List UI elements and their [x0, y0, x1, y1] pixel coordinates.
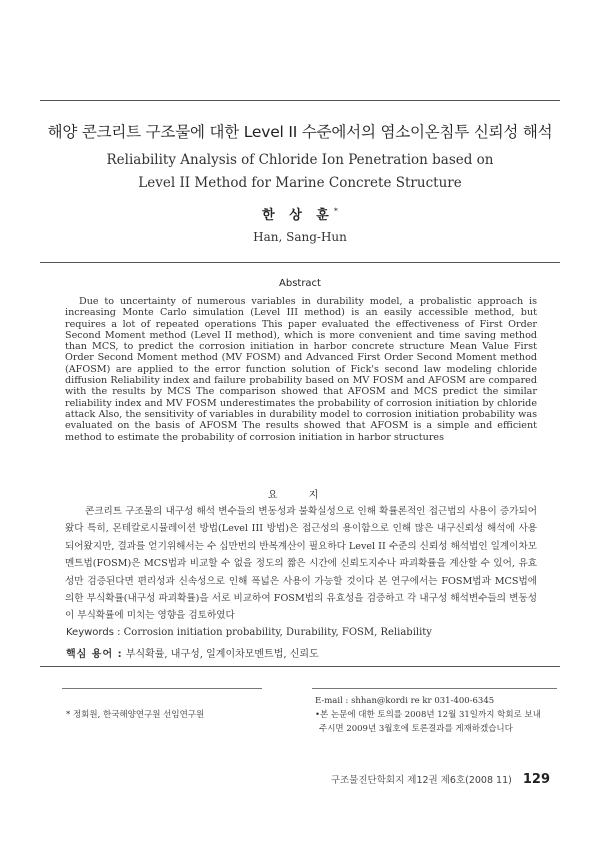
abstract-heading: Abstract — [279, 278, 321, 289]
top-rule — [40, 100, 560, 101]
keywords-korean-value: 부식확률, 내구성, 일계이차모멘트법, 신뢰도 — [125, 649, 319, 660]
author-mark: * — [333, 206, 338, 216]
footnote-rule-right — [312, 688, 557, 689]
abstract-top-rule — [40, 262, 560, 263]
author-english: Han, Sang-Hun — [253, 230, 347, 244]
page-number: 129 — [522, 772, 550, 787]
page-footer — [300, 772, 550, 787]
author-korean — [40, 204, 560, 223]
footnote-contact — [315, 694, 555, 736]
keywords-english-label: Keywords : — [66, 627, 121, 638]
keywords-english — [66, 627, 432, 638]
footnote-affiliation: * 정회원, 한국해양연구원 선임연구원 — [66, 710, 205, 720]
title-english-line2: Level II Method for Marine Concrete Structure — [138, 175, 462, 191]
keywords-korean — [66, 645, 319, 660]
footnote-email: E-mail : shhan@kordi re kr 031-400-6345 — [315, 696, 495, 706]
summary-body: 콘크리트 구조물의 내구성 해석 변수들의 변동성과 불확실성으로 인해 확률론적인 접근법의 사용이 증가되어 왔다 특히, 몬테칼로시뮬레이션 방법(Level III 방법)은 접근성의 용이함으로 인해 많은 내구신뢰성 해석에 사용되어왔지만, 결과를 얻기위해서는 수 십만번의 반복계산이 필요하다 Level II 수준의 신뢰성 해석법인 일계이차모멘트법(FOSM)은 MCS법과 비교할 수 없을 정도의 짧은 시간에 신뢰도지수나 파괴확률을 계산할 수 있어, 유효성만 검증된다면 편리성과 신속성으로 인해 폭넓은 사용이 가능할 것이다 본 연구에서는 FOSM법과 MCS법에 의한 부식확률(내구성 파괴확률)을 서로 비교하여 FOSM법의 유효성을 검증하고 각 내구성 해석변수들의 변동성이 부식확률에 미치는 영향을 검토하였다 — [65, 506, 537, 622]
author-korean-name: 한 상 훈 — [262, 208, 334, 223]
abstract-body: Due to uncertainty of numerous variables in durability model, a probalistic approach is increasing Monte Carlo simulation (Level III method) is an easily accessible method, but requires a lot of repeated operations This paper evaluated the effectiveness of First Order Second Moment method (Level II method), which is more convenient and time saving method than MCS, to predict the corrosion initiation in harbor concrete structure Mean Value First Order Second Moment method (MV FOSM) and Advanced First Order Second Moment method (AFOSM) are applied to the error function solution of Fick's second law modeling chloride diffusion Reliability index and failure probability based on MV FOSM and AFOSM are compared with the results by MCS The comparison showed that AFOSM and MCS predict the similar reliability index and MV FOSM underestimates the probability of corrosion initiation by chloride attack Also, the sensitivity of variables in durability model to corrosion initiation probability was evaluated on the basis of AFOSM The results showed that AFOSM is a simple and efficient method to estimate the probability of corrosion initiation in harbor structures — [65, 296, 537, 443]
footnote-notice-line2: 주시면 2009년 3월호에 토론결과를 게재하겠습니다 — [319, 724, 513, 734]
journal-info: 구조물진단학회지 제12권 제6호(2008 11) — [330, 775, 512, 786]
title-korean: 해양 콘크리트 구조물에 대한 Level II 수준에서의 염소이온침투 신뢰성 해석 — [47, 123, 553, 141]
keywords-bottom-rule — [40, 666, 560, 667]
summary-heading: 요 지 — [267, 490, 333, 501]
keywords-english-value: Corrosion initiation probability, Durability, FOSM, Reliability — [123, 627, 432, 638]
title-english-line1: Reliability Analysis of Chloride Ion Penetration based on — [106, 152, 494, 168]
keywords-korean-label: 핵심 용어 : — [66, 649, 123, 660]
footnote-notice-line1: •본 논문에 대한 토의를 2008년 12월 31일까지 학회로 보내 — [315, 710, 541, 720]
footnote-rule-left — [62, 688, 262, 689]
